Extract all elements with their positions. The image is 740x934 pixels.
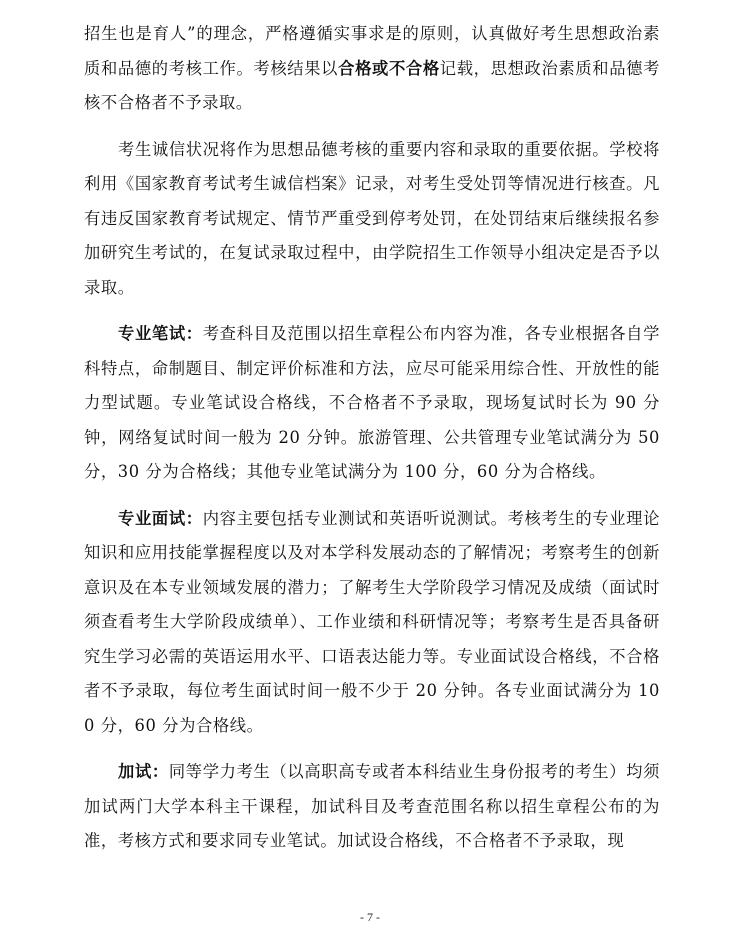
- section-title-additional-test: 加试：: [118, 762, 169, 781]
- paragraph-text: 内容主要包括专业测试和英语听说测试。考核考生的专业理论知识和应用技能掌握程度以及对本学科发展动态的了解情况；考察考生的创新意识及在本专业领域发展的潜力；了解考生大学阶段学习情况及成绩（面试时须查看考生大学阶段成绩单）、工作业绩和科研情况等；考察考生是否具备研究生学习必需的英语运用水平、口语表达能力等。专业面试设合格线，不合格者不予录取，每位考生面试时间一般不少于 20 分钟。各专业面试满分为 100 分，60 分为合格线。: [84, 508, 660, 735]
- paragraph-text: 考生诚信状况将作为思想品德考核的重要内容和录取的重要依据。学校将利用《国家教育考试考生诚信档案》记录，对考生受处罚等情况进行核查。凡有违反国家教育考试规定、情节严重受到停考处罚，在处罚结束后继续报名参加研究生考试的，在复试录取过程中，由学院招生工作领导小组决定是否予以录取。: [84, 139, 660, 297]
- paragraph-ideology-assessment: [84, 17, 660, 121]
- paragraph-integrity: [84, 133, 660, 306]
- paragraph-text: 招生也是育人”的理念，严格遵循实事求是的原则，认真做好考生思想政治素质和品德的考核工作。考核结果以: [84, 24, 660, 78]
- paragraph-written-exam: [84, 317, 660, 490]
- document-body: [84, 17, 660, 871]
- page-number: - 7 -: [360, 910, 380, 924]
- section-title-written-exam: 专业笔试：: [118, 324, 203, 343]
- paragraph-text: 同等学力考生（以高职高专或者本科结业生身份报考的考生）均须加试两门大学本科主干课程，加试科目及考查范围名称以招生章程公布的为准，考核方式和要求同专业笔试。加试设合格线，不合格者不予录取，现: [84, 762, 660, 850]
- paragraph-interview: [84, 502, 660, 744]
- paragraph-text: 考查科目及范围以招生章程公布内容为准，各专业根据各自学科特点，命制题目、制定评价标准和方法，应尽可能采用综合性、开放性的能力型试题。专业笔试设合格线，不合格者不予录取，现场复试时长为 90 分钟，网络复试时间一般为 20 分钟。旅游管理、公共管理专业笔试满分为 50 分，30 分为合格线；其他专业笔试满分为 100 分，60 分为合格线。: [84, 324, 660, 481]
- bold-phrase-pass-fail: 合格或不合格: [338, 58, 440, 78]
- section-title-interview: 专业面试：: [118, 508, 203, 528]
- paragraph-additional-test: [84, 755, 660, 859]
- paragraph-text: 记载，思想政治素质和品德考核不合格者不予录取。: [84, 58, 660, 112]
